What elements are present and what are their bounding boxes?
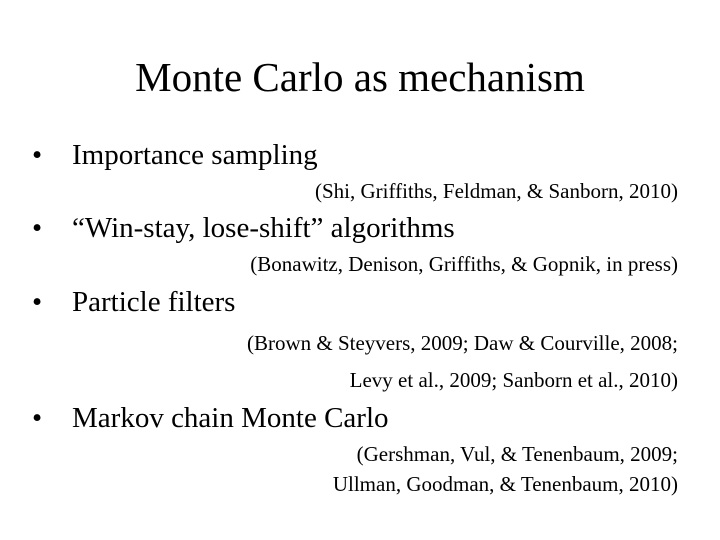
bullet-icon: •: [32, 402, 43, 434]
citation-line: (Shi, Griffiths, Feldman, & Sanborn, 2010): [314, 179, 678, 203]
bullet-icon: •: [32, 139, 43, 171]
citation-line: Ullman, Goodman, & Tenenbaum, 2010): [332, 472, 678, 496]
bullet-label: “Win-stay, lose-shift” algorithms: [72, 212, 455, 244]
citation-line: (Gershman, Vul, & Tenenbaum, 2009;: [356, 442, 678, 466]
citation-line: (Brown & Steyvers, 2009; Daw & Courville, 2008;: [246, 331, 678, 355]
bullet-icon: •: [32, 212, 43, 244]
bullet-label: Markov chain Monte Carlo: [72, 402, 389, 434]
citation-line: (Bonawitz, Denison, Griffiths, & Gopnik, in press): [250, 252, 678, 276]
bullet-icon: •: [32, 286, 43, 318]
bullet-label: Importance sampling: [72, 139, 318, 171]
citation-line: Levy et al., 2009; Sanborn et al., 2010): [349, 368, 678, 392]
bullet-item-importance-sampling: [32, 137, 318, 173]
bullet-item-win-stay-lose-shift: [32, 210, 455, 246]
bullet-item-particle-filters: [32, 284, 235, 320]
bullet-label: Particle filters: [72, 286, 236, 318]
bullet-item-markov-chain-monte-carlo: [32, 400, 389, 436]
slide-title: Monte Carlo as mechanism: [135, 54, 585, 100]
